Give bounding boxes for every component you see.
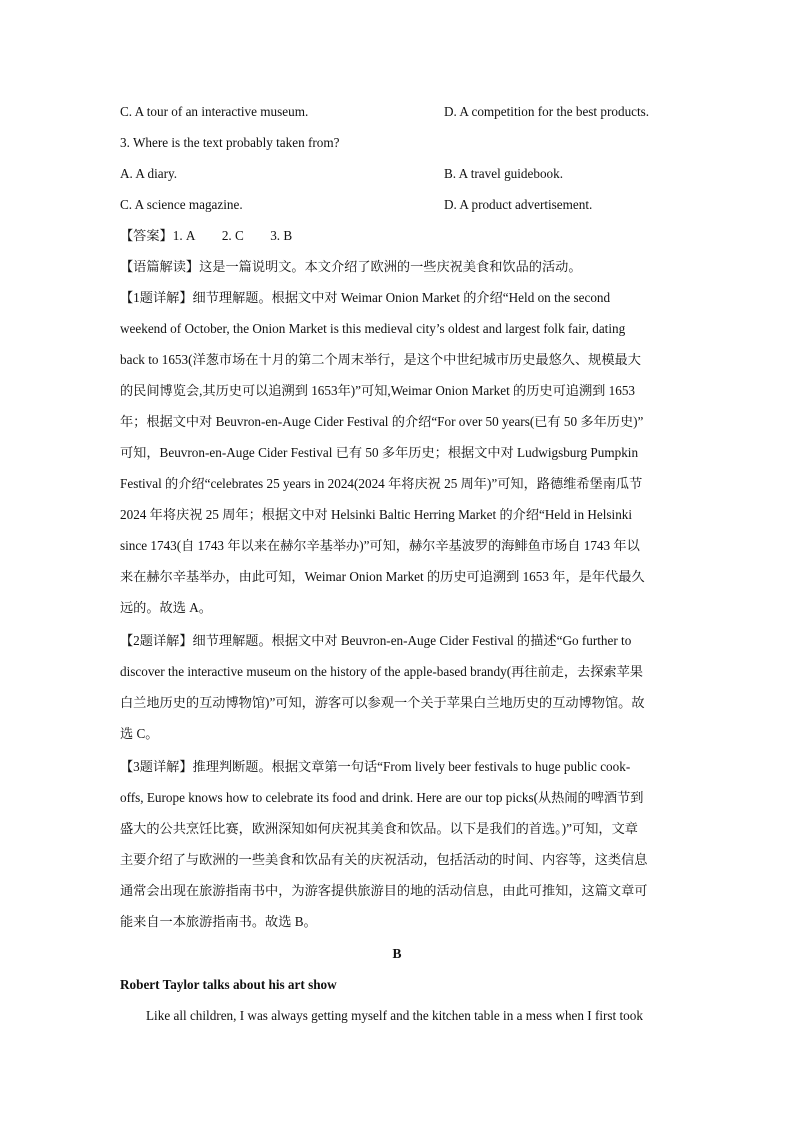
q2-option-d: D. A competition for the best products. — [444, 104, 650, 119]
q1-explain-line: 2024 年将庆祝 25 周年；根据文中对 Helsinki Baltic Herring Market 的介绍“Held in Helsinki — [120, 507, 633, 522]
q3-explain-line: 通常会出现在旅游指南书中，为游客提供旅游目的地的活动信息，由此可推知，这篇文章可 — [120, 883, 648, 898]
q3-explain-line: offs, Europe knows how to celebrate its food and drink. Here are our top picks(从热闹的啤酒节到 — [120, 790, 644, 805]
q3-option-b: B. A travel guidebook. — [444, 166, 564, 181]
q1-explain-line: 【1题详解】细节理解题。根据文中对 Weimar Onion Market 的介绍“Held on the second — [120, 290, 611, 305]
q2-explain-line: 白兰地历史的互动博物馆)”可知，游客可以参观一个关于苹果白兰地历史的互动博物馆。故 — [120, 695, 645, 710]
q3-option-d: D. A product advertisement. — [444, 197, 593, 212]
q1-explain-line: 年；根据文中对 Beuvron-en-Auge Cider Festival 的介绍“For over 50 years(已有 50 多年历史)” — [120, 414, 644, 429]
q1-explain-line: 来在赫尔辛基举办，由此可知，Weimar Onion Market 的历史可追溯到 1653 年，是年代最久 — [120, 569, 645, 584]
q2-explain-line: 【2题详解】细节理解题。根据文中对 Beuvron-en-Auge Cider Festival 的描述“Go further to — [120, 633, 632, 648]
answer-line: 【答案】1. A 2. C 3. B — [120, 228, 293, 243]
q1-explain-line: back to 1653(洋葱市场在十月的第二个周末举行，是这个中世纪城市历史最悠久、规模最大 — [120, 352, 641, 367]
q3-option-c: C. A science magazine. — [120, 197, 243, 212]
q2-explain-line: discover the interactive museum on the history of the apple-based brandy(再往前走，去探索苹果 — [120, 664, 643, 679]
q1-explain-line: since 1743(自 1743 年以来在赫尔辛基举办)”可知，赫尔辛基波罗的海鲱鱼市场自 1743 年以 — [120, 538, 640, 553]
q1-explain-line: Festival 的介绍“celebrates 25 years in 2024(2024 年将庆祝 25 周年)”可知，路德维希堡南瓜节 — [120, 476, 643, 491]
q3-explain-line: 主要介绍了与欧洲的一些美食和饮品有关的庆祝活动，包括活动的时间、内容等，这类信息 — [120, 852, 648, 867]
section-letter: B — [392, 946, 402, 961]
q3-option-a: A. A diary. — [120, 166, 178, 181]
q1-explain-line: 可知，Beuvron-en-Auge Cider Festival 已有 50 多年历史；根据文中对 Ludwigsburg Pumpkin — [120, 445, 639, 460]
q3-explain-line: 能来自一本旅游指南书。故选 B。 — [120, 914, 317, 929]
q2-explain-line: 选 C。 — [120, 726, 159, 741]
q3-explain-line: 盛大的公共烹饪比赛，欧洲深知如何庆祝其美食和饮品。以下是我们的首选。)”可知，文章 — [120, 821, 638, 836]
section-title: Robert Taylor talks about his art show — [120, 977, 337, 992]
q1-explain-line: weekend of October, the Onion Market is this medieval city’s oldest and largest folk fair, dating — [120, 321, 626, 336]
q3-explain-line: 【3题详解】推理判断题。根据文章第一句话“From lively beer festivals to huge public cook- — [120, 759, 631, 774]
reading-summary: 【语篇解读】这是一篇说明文。本文介绍了欧洲的一些庆祝美食和饮品的活动。 — [120, 259, 582, 274]
q3-question: 3. Where is the text probably taken from? — [120, 135, 340, 150]
q1-explain-line: 的民间博览会,其历史可以追溯到 1653年)”可知,Weimar Onion Market 的历史可追溯到 1653 — [120, 383, 636, 398]
q2-option-c: C. A tour of an interactive museum. — [120, 104, 309, 119]
q1-explain-line: 远的。故选 A。 — [120, 600, 212, 615]
section-first-line: Like all children, I was always getting myself and the kitchen table in a mess when I first took — [146, 1008, 643, 1023]
